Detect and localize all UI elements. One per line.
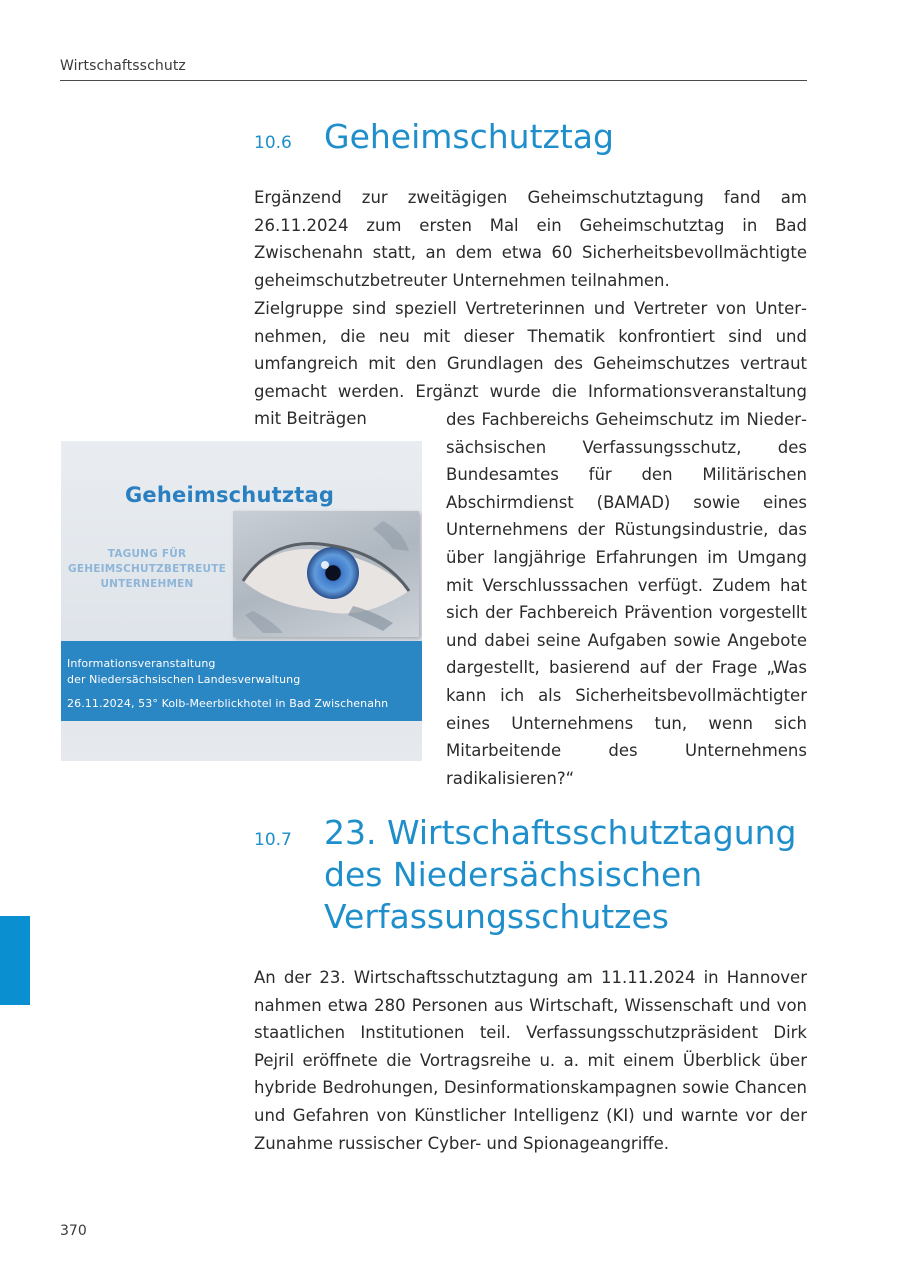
body-paragraph-wrapped: des Fachbereichs Geheimschutz im Niedersächsischen Verfassungsschutz, des Bundesamtes für den Militärischen Abschirmdienst (BAMAD) sowie eines Unternehmens der Rüstungsindustrie, das über langjährige Erfahrungen im Umgang mit Verschlusssachen verfügt. Zudem hat sich der Fachbereich Prävention vorgestellt und dabei seine Aufgaben sowie Angebote dargestellt, basierend auf der Frage „Was kann ich als Sicherheitsbevollmächtigter eines Unternehmens tun, wenn sich Mitarbeitende des Unternehmens radikalisieren?“: [446, 410, 807, 788]
body-paragraph: An der 23. Wirtschaftsschutztagung am 11.11.2024 in Hannover nahmen etwa 280 Personen aus Wirtschaft, Wissenschaft und von staatlichen Institutionen teil. Verfassungsschutzpräsident Dirk Pejril eröffnete die Vortragsreihe u. a. mit einem Überblick über hybride Bedrohungen, Desinformationskampagnen sowie Chancen und Gefahren von Künstlicher Intelligenz (KI) und warnte vor der Zunahme russischer Cyber- und Spionageangriffe.: [254, 968, 807, 1153]
eye-illustration-icon: [233, 511, 419, 637]
poster-title: Geheimschutztag: [125, 483, 335, 507]
body-paragraph: Ergänzend zur zweitägigen Geheimschutztagung fand am 26.11.2024 zum ersten Mal ein Geheimschutztag in Bad Zwischenahn statt, an dem etwa 60 Sicherheitsbevollmächtigte geheimschutzbetreuter Unternehmen teilnahmen.: [254, 188, 807, 290]
header-rule: [60, 80, 807, 81]
section-title: 23. Wirtschaftsschutztagung des Niedersächsischen Verfassungsschutzes: [324, 813, 797, 936]
poster-band-line: der Niedersächsischen Landesverwaltung: [67, 673, 301, 686]
section-title: Geheimschutztag: [324, 117, 614, 156]
poster-subtitle: TAGUNG FÜR GEHEIMSCHUTZBETREUTE UNTERNEHMEN: [68, 548, 226, 590]
poster-band-line: Informationsveranstaltung: [67, 657, 216, 670]
poster-info-band: [61, 641, 422, 721]
event-poster-image: [61, 441, 422, 761]
page-number: 370: [60, 1223, 87, 1239]
section-number: 10.6: [254, 133, 292, 153]
running-header: Wirtschaftsschutz: [60, 58, 186, 74]
eye-photo: [233, 511, 419, 637]
section-number: 10.7: [254, 830, 292, 850]
body-paragraph: Zielgruppe sind speziell Vertreterinnen und Vertreter von Unternehmen, die neu mit dieser Thematik konfrontiert sind und umfangreich mit den Grundlagen des Geheimschutzes vertraut gemacht werden. Ergänzt wurde die Informationsveranstaltung mit Beiträgen: [254, 299, 807, 429]
chapter-side-tab: [0, 916, 30, 1005]
poster-band-line: 26.11.2024, 53° Kolb-Meerblickhotel in Bad Zwischenahn: [67, 697, 389, 710]
